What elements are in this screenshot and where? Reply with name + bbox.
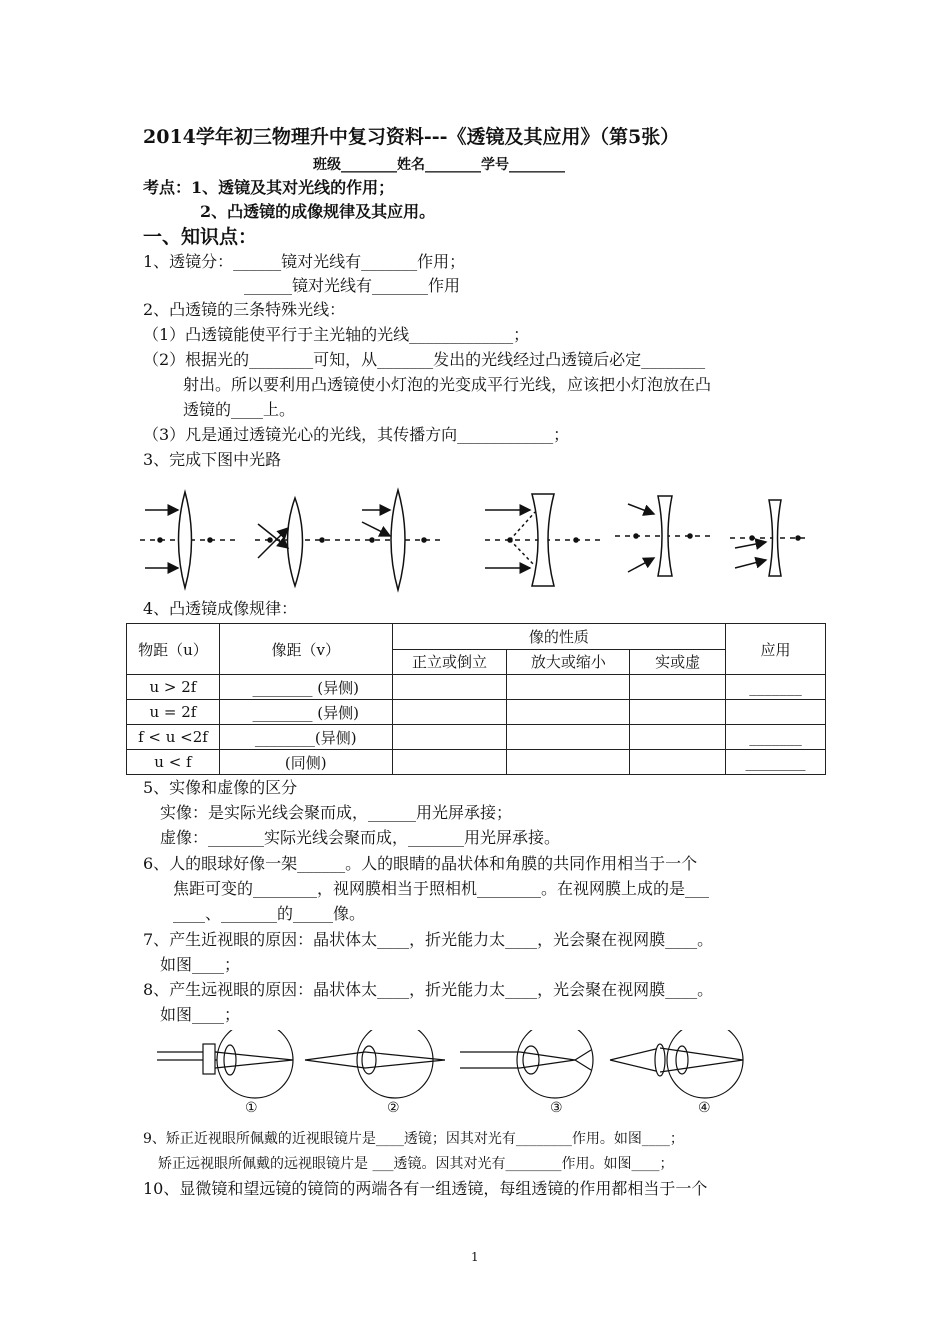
q5-line2: 虚像：_______实际光线会聚而成，_______用光屏承接。	[160, 828, 561, 847]
cell-u: f < u <2f	[127, 725, 220, 750]
q3-text: 3、完成下图中光路	[143, 450, 282, 469]
section-heading: 一、知识点：	[143, 226, 258, 248]
q2-line5: （3）凡是通过透镜光心的光线，其传播方向____________；	[143, 425, 570, 444]
eye-label-2: ②	[387, 1100, 400, 1116]
q7-line1: 7、产生近视眼的原因：晶状体太____，折光能力太____，光会聚在视网膜____。	[143, 930, 714, 949]
q8-line2: 如图____；	[160, 1005, 241, 1024]
q9-line2: 矫正远视眼所佩戴的远视眼镜片是 ___透镜。因其对光有________作用。如图____；	[158, 1156, 674, 1172]
q2-line3: 射出。所以要利用凸透镜使小灯泡的光变成平行光线，应该把小灯泡放在凸	[183, 375, 712, 394]
exam-point-2: 2、凸透镜的成像规律及其应用。	[200, 202, 436, 221]
cell-size	[507, 675, 630, 700]
q10-text: 10、显微镜和望远镜的镜筒的两端各有一组透镜，每组透镜的作用都相当于一个	[143, 1179, 708, 1198]
lens-diagrams	[140, 486, 820, 596]
cell-app	[726, 700, 826, 725]
header-size: 放大或缩小	[507, 649, 630, 675]
table-row	[127, 750, 826, 775]
q6-line2: 焦距可变的________，视网膜相当于照相机________。在视网膜上成的是___	[173, 879, 710, 898]
header-orientation: 正立或倒立	[392, 649, 507, 675]
q5-line0: 5、实像和虚像的区分	[143, 778, 298, 797]
eye-label-4: ④	[698, 1100, 711, 1116]
cell-size	[507, 725, 630, 750]
cell-size	[507, 700, 630, 725]
cell-orientation	[392, 725, 507, 750]
table-row	[127, 700, 826, 725]
cell-size	[507, 750, 630, 775]
cell-u: u > 2f	[127, 675, 220, 700]
cell-v: ________(异侧)	[219, 725, 392, 750]
header-image-distance: 像距（v）	[219, 624, 392, 675]
cell-real	[630, 700, 726, 725]
eye-label-1: ①	[245, 1100, 258, 1116]
q2-line1: （1）凸透镜能使平行于主光轴的光线_____________；	[143, 325, 530, 344]
cell-orientation	[392, 700, 507, 725]
q2-line0: 2、凸透镜的三条特殊光线：	[143, 300, 346, 319]
page-title: 2014学年初三物理升中复习资料---《透镜及其应用》（第5张）	[143, 126, 680, 148]
q2-line2: （2）根据光的________可知，从_______发出的光线经过凸透镜后必定________	[143, 350, 706, 369]
cell-real	[630, 675, 726, 700]
eye-label-3: ③	[550, 1100, 563, 1116]
q6-line1: 6、人的眼球好像一架______。人的眼睛的晶状体和角膜的共同作用相当于一个	[143, 854, 698, 873]
cell-v: ________ (异侧)	[219, 675, 392, 700]
q4-text: 4、凸透镜成像规律：	[143, 599, 298, 618]
cell-u: u < f	[127, 750, 220, 775]
cell-u: u = 2f	[127, 700, 220, 725]
cell-orientation	[392, 750, 507, 775]
cell-v: (同侧)	[219, 750, 392, 775]
q1-line2: ______镜对光线有_______作用	[244, 276, 461, 295]
cell-v: ________ (异侧)	[219, 700, 392, 725]
q7-line2: 如图____；	[160, 955, 241, 974]
table-row	[127, 675, 826, 700]
header-application: 应用	[726, 624, 826, 675]
page-number: 1	[471, 1250, 479, 1264]
header-real-virtual: 实或虚	[630, 649, 726, 675]
cell-orientation	[392, 675, 507, 700]
cell-real	[630, 750, 726, 775]
exam-point-1: 考点：1、透镜及其对光线的作用；	[143, 178, 395, 197]
cell-app: _______	[726, 675, 826, 700]
header-image-nature: 像的性质	[392, 624, 725, 650]
q6-line3: ____、_______的_____像。	[173, 904, 366, 923]
q2-line4: 透镜的____上。	[183, 400, 296, 419]
q9-line1: 9、矫正近视眼所佩戴的近视眼镜片是____透镜；因其对光有________作用。如图____；	[143, 1131, 684, 1147]
imaging-rules-table	[126, 623, 826, 775]
q5-line1: 实像：是实际光线会聚而成，______用光屏承接；	[160, 803, 513, 822]
cell-app: _______	[726, 725, 826, 750]
cell-app: ________	[726, 750, 826, 775]
table-row	[127, 725, 826, 750]
header-object-distance: 物距（u）	[127, 624, 220, 675]
cell-real	[630, 725, 726, 750]
student-info: 班级________姓名________学号________	[313, 157, 565, 173]
q8-line1: 8、产生远视眼的原因：晶状体太____，折光能力太____，光会聚在视网膜____。	[143, 980, 714, 999]
q1-line1: 1、透镜分：______镜对光线有_______作用；	[143, 252, 466, 271]
